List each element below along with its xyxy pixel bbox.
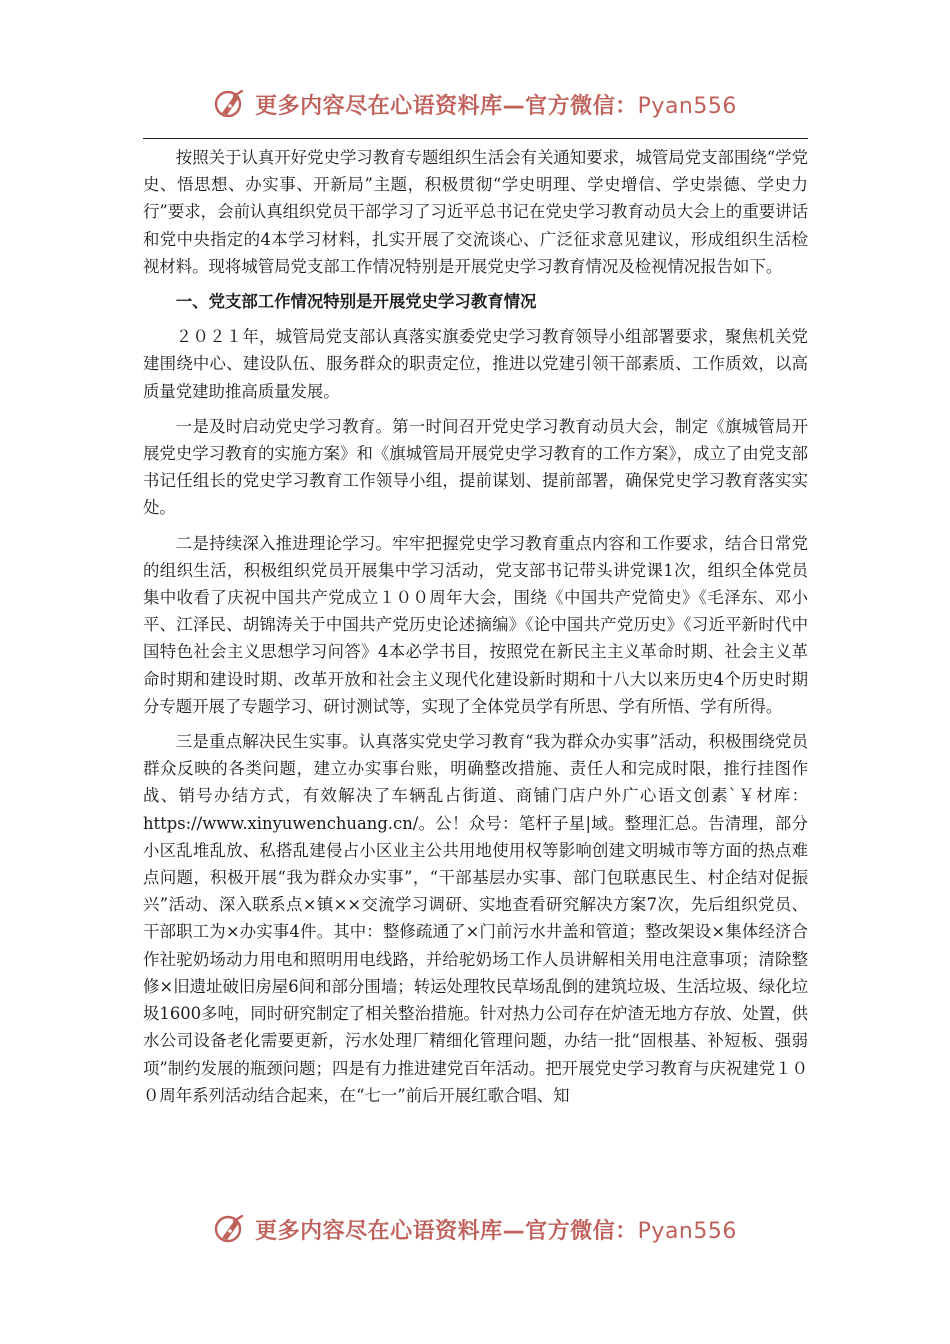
header-divider [143, 138, 808, 139]
body-paragraph: 三是重点解决民生实事。认真落实党史学习教育“我为群众办实事”活动，积极围绕党员群众反映的各类问题，建立办实事台账，明确整改措施、责任人和完成时限，推行挂图作战、销号办结方式，有效解决了车辆乱占街道、商铺门店户外广心语文创素`￥材库：https://www.xinyuwenchuang.cn/。公！众号：笔杆子星|域。整理汇总。告清理，部分小区乱堆乱放、私搭乱建侵占小区业主公共用地使用权等影响创建文明城市等方面的热点难点问题，积极开展“我为群众办实事”，“干部基层办实事、部门包联惠民生、村企结对促振兴”活动、深入联系点×镇××交流学习调研、实地查看研究解决方案7次，先后组织党员、干部职工为×办实事4件。其中：整修疏通了×门前污水井盖和管道；整改架设×集体经济合作社驼奶场动力用电和照明用电线路，并给驼奶场工作人员讲解相关用电注意事项；清除整修×旧遗址破旧房屋6间和部分围墙；转运处理牧民草场乱倒的建筑垃圾、生活垃圾、绿化垃圾1600多吨，同时研究制定了相关整治措施。针对热力公司存在炉渣无地方存放、处置，供水公司设备老化需要更新，污水处理厂精细化管理问题，办结一批“固根基、补短板、强弱项”制约发展的瓶颈问题；四是有力推进建党百年活动。把开展党史学习教育与庆祝建党１００周年系列活动结合起来，在“七一”前后开展红歌合唱、知 [143, 732, 808, 1105]
header-watermark [0, 82, 950, 126]
footer-watermark [0, 1207, 950, 1251]
body-paragraph: 一是及时启动党史学习教育。第一时间召开党史学习教育动员大会，制定《旗城管局开展党史学习教育的实施方案》和《旗城管局开展党史学习教育的工作方案》，成立了由党支部书记任组长的党史学习教育工作领导小组，提前谋划、提前部署，确保党史学习教育落实实处。 [143, 416, 808, 518]
document-body [143, 144, 808, 1117]
watermark-text: 更多内容尽在心语资料库—官方微信：Pyan556 [255, 93, 737, 119]
body-paragraph: 二是持续深入推进理论学习。牢牢把握党史学习教育重点内容和工作要求，结合日常党的组织生活，积极组织党员开展集中学习活动，党支部书记带头讲党课1次，组织全体党员集中收看了庆祝中国共产党成立１００周年大会，围绕《中国共产党简史》《毛泽东、邓小平、江泽民、胡锦涛关于中国共产党历史论述摘编》《论中国共产党历史》《习近平新时代中国特色社会主义思想学习问答》4本必学书目，按照党在新民主主义革命时期、社会主义革命时期和建设时期、改革开放和社会主义现代化建设新时期和十八大以来历史4个历史时期分专题开展了专题学习、研讨测试等，实现了全体党员学有所思、学有所悟、学有所得。 [143, 533, 808, 716]
intro-paragraph: 按照关于认真开好党史学习教育专题组织生活会有关通知要求，城管局党支部围绕“学党史、悟思想、办实事、开新局”主题，积极贯彻“学史明理、学史增信、学史崇德、学史力行”要求，会前认真组织党员干部学习了习近平总书记在党史学习教育动员大会上的重要讲话和党中央指定的4本学习材料，扎实开展了交流谈心、广泛征求意见建议，形成组织生活检视材料。现将城管局党支部工作情况特别是开展党史学习教育情况及检视情况报告如下。 [143, 148, 808, 276]
watermark-text: 更多内容尽在心语资料库—官方微信：Pyan556 [255, 1218, 737, 1244]
pen-nib-logo-icon [213, 87, 247, 121]
section-heading: 一、党支部工作情况特别是开展党史学习教育情况 [175, 292, 537, 312]
body-paragraph: ２０２１年，城管局党支部认真落实旗委党史学习教育领导小组部署要求，聚焦机关党建围绕中心、建设队伍、服务群众的职责定位，推进以党建引领干部素质、工作质效，以高质量党建助推高质量发展。 [143, 327, 808, 401]
pen-nib-logo-icon [213, 1212, 247, 1246]
